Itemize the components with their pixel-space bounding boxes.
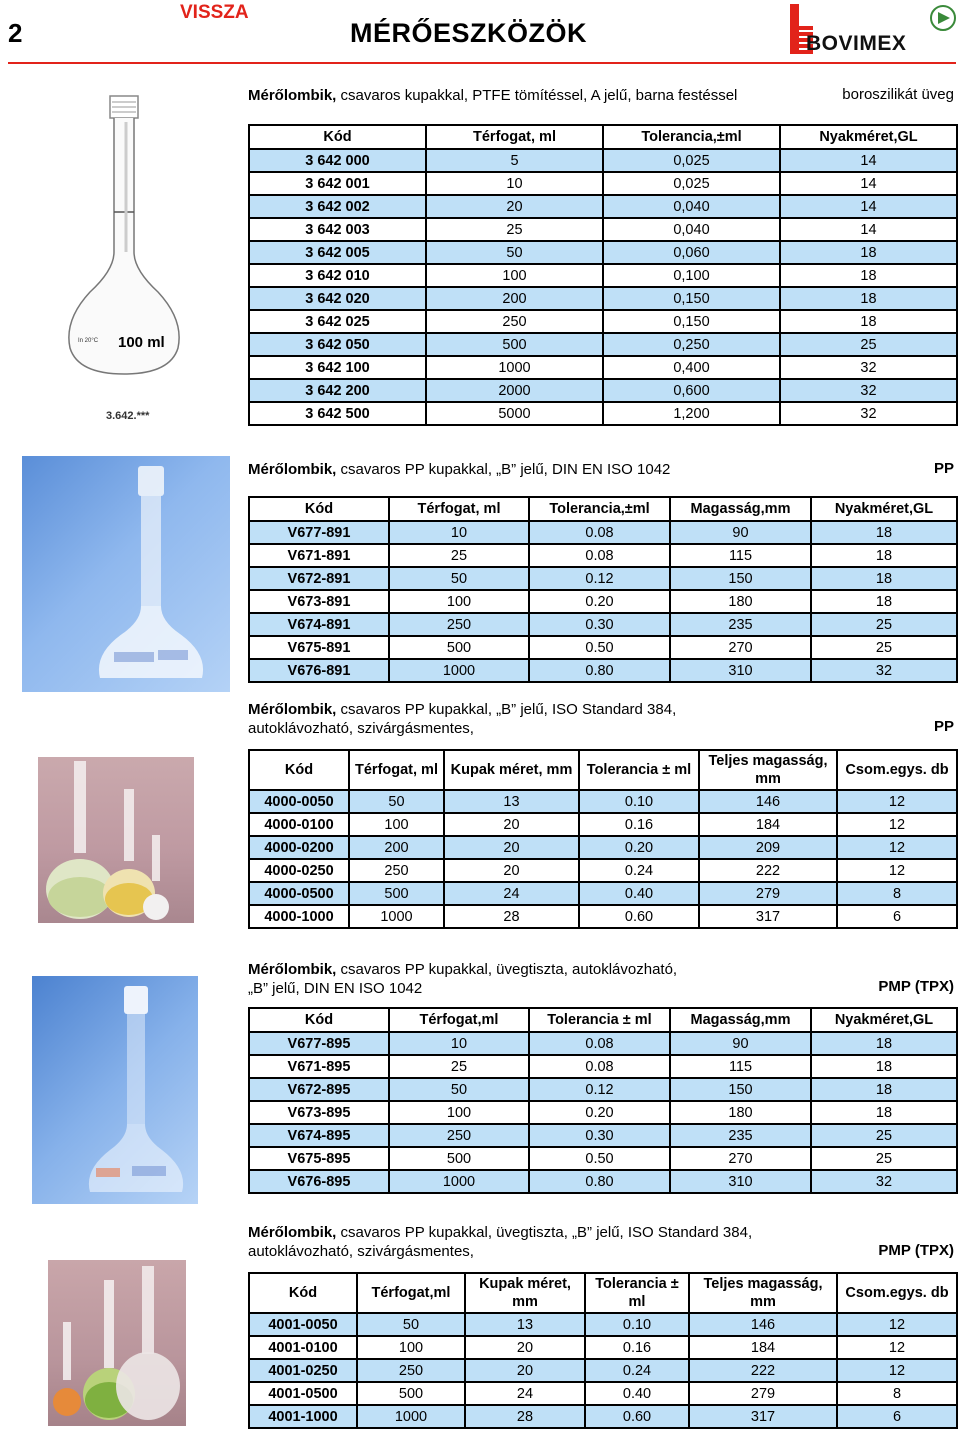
table-cell: 279 [699,882,837,905]
product-code-cell: 4001-0500 [249,1382,357,1405]
table-cell: 18 [811,1101,957,1124]
material-label: boroszilikát üveg [842,86,954,103]
table-row [249,813,957,836]
table-cell: 146 [689,1313,837,1336]
column-header: Kód [249,1273,357,1313]
table-cell: 12 [837,1359,957,1382]
column-header: Magasság,mm [670,497,811,521]
table-row [249,333,957,356]
table-cell: 13 [465,1313,585,1336]
table-cell: 0.20 [579,836,699,859]
table-cell: 90 [670,521,811,544]
table-cell: 18 [811,1078,957,1101]
table-cell: 0.30 [529,1124,670,1147]
spec-table [248,1272,958,1429]
table-cell: 50 [389,1078,529,1101]
table-cell: 0.08 [529,544,670,567]
column-header: Kód [249,125,426,149]
pmp-flasks-colored-photo [48,1260,186,1426]
table-cell: 0,025 [603,149,780,172]
product-code-cell: V677-895 [249,1032,389,1055]
product-code-cell: 3 642 500 [249,402,426,425]
page-number: 2 [8,18,23,48]
table-cell: 0.40 [579,882,699,905]
column-header: Térfogat, ml [349,750,444,790]
table-cell: 235 [670,1124,811,1147]
table-cell: 100 [389,590,529,613]
product-code-cell: 4000-0250 [249,859,349,882]
column-header: Térfogat, ml [426,125,603,149]
column-header: Nyakméret,GL [780,125,957,149]
table-cell: 25 [811,636,957,659]
table-row [249,1382,957,1405]
product-title-line2: autoklávozható, szivárgásmentes, [248,720,474,737]
table-cell: 20 [444,836,579,859]
table-row [249,1124,957,1147]
table-cell: 12 [837,1336,957,1359]
table-cell: 25 [811,1147,957,1170]
flask-volume-label: 100 ml [118,334,165,351]
product-code-cell: V675-891 [249,636,389,659]
table-cell: 1000 [426,356,603,379]
table-row [249,590,957,613]
table-cell: 18 [780,310,957,333]
product-code-cell: V674-891 [249,613,389,636]
material-label: PMP (TPX) [878,978,954,995]
column-header: Csom.egys. db [837,1273,957,1313]
table-cell: 209 [699,836,837,859]
table-cell: 222 [689,1359,837,1382]
table-cell: 500 [349,882,444,905]
table-cell: 0.16 [585,1336,689,1359]
table-cell: 200 [349,836,444,859]
table-cell: 100 [349,813,444,836]
table-cell: 0,040 [603,218,780,241]
table-cell: 28 [444,905,579,928]
product-title-line2: „B” jelű, DIN EN ISO 1042 [248,980,423,997]
column-header: Magasság,mm [670,1008,811,1032]
table-cell: 310 [670,659,811,682]
table-cell: 18 [811,1055,957,1078]
product-code-cell: 3 642 003 [249,218,426,241]
table-cell: 0.08 [529,1032,670,1055]
table-cell: 222 [699,859,837,882]
product-title-rest: csavaros PP kupakkal, „B” jelű, DIN EN ISO 1042 [336,461,671,478]
table-cell: 18 [811,1032,957,1055]
table-row [249,567,957,590]
product-title-rest: csavaros kupakkal, PTFE tömítéssel, A jelű, barna festéssel [336,87,738,104]
table-row [249,402,957,425]
table-cell: 0.16 [579,813,699,836]
table-cell: 18 [811,521,957,544]
table-cell: 25 [389,1055,529,1078]
table-cell: 0.80 [529,1170,670,1193]
table-cell: 14 [780,195,957,218]
table-cell: 500 [426,333,603,356]
table-row [249,1101,957,1124]
table-cell: 0.80 [529,659,670,682]
table-cell: 0.08 [529,521,670,544]
product-title-bold: Mérőlombik, [248,701,337,718]
table-cell: 0.20 [529,590,670,613]
table-cell: 5000 [426,402,603,425]
product-code-cell: V677-891 [249,521,389,544]
table-cell: 18 [780,241,957,264]
column-header: Tolerancia ± ml [579,750,699,790]
table-cell: 0.60 [585,1405,689,1428]
table-cell: 100 [389,1101,529,1124]
table-row [249,1170,957,1193]
table-cell: 235 [670,613,811,636]
table-cell: 500 [389,636,529,659]
table-row [249,659,957,682]
column-header: Nyakméret,GL [811,1008,957,1032]
table-cell: 250 [426,310,603,333]
column-header: Kupak méret, mm [444,750,579,790]
table-row [249,310,957,333]
table-row [249,264,957,287]
product-code-cell: 3 642 010 [249,264,426,287]
product-code-cell: 3 642 100 [249,356,426,379]
pmp-flask-photo [32,976,198,1204]
table-row [249,636,957,659]
table-cell: 18 [811,590,957,613]
product-title-bold: Mérőlombik, [248,1224,337,1241]
product-code-cell: 4000-0500 [249,882,349,905]
table-cell: 180 [670,590,811,613]
table-cell: 0,040 [603,195,780,218]
product-code-cell: 3 642 005 [249,241,426,264]
table-row [249,882,957,905]
table-cell: 24 [465,1382,585,1405]
column-header: Kód [249,1008,389,1032]
spec-table [248,749,958,929]
table-cell: 0,100 [603,264,780,287]
table-cell: 8 [837,882,957,905]
table-cell: 25 [811,1124,957,1147]
table-row [249,356,957,379]
glass-flask-image [60,92,190,402]
product-code-cell: 4000-0050 [249,790,349,813]
table-cell: 250 [349,859,444,882]
table-row [249,287,957,310]
table-cell: 310 [670,1170,811,1193]
table-header-row [249,125,957,149]
table-cell: 250 [389,1124,529,1147]
product-code-cell: V674-895 [249,1124,389,1147]
table-cell: 184 [699,813,837,836]
bovimex-logo [788,2,958,58]
table-cell: 32 [780,379,957,402]
product-title-bold: Mérőlombik, [248,87,337,104]
product-code-cell: 3 642 025 [249,310,426,333]
table-cell: 0.30 [529,613,670,636]
table-cell: 12 [837,1313,957,1336]
spec-table [248,496,958,683]
table-row [249,195,957,218]
table-cell: 10 [389,521,529,544]
logo-text: BOVIMEX [806,32,907,55]
table-cell: 20 [444,813,579,836]
table-cell: 0.24 [579,859,699,882]
table-row [249,1055,957,1078]
pp-flasks-colored-photo [38,757,194,923]
table-cell: 200 [426,287,603,310]
table-header-row [249,1273,957,1313]
table-cell: 1000 [389,1170,529,1193]
table-cell: 0.20 [529,1101,670,1124]
column-header: Kód [249,750,349,790]
product-code-cell: 4001-0250 [249,1359,357,1382]
product-code-cell: V673-895 [249,1101,389,1124]
column-header: Teljes magasság, mm [689,1273,837,1313]
product-code-cell: V671-891 [249,544,389,567]
table-cell: 50 [349,790,444,813]
product-code-cell: 4001-0050 [249,1313,357,1336]
table-cell: 150 [670,567,811,590]
table-cell: 0.08 [529,1055,670,1078]
table-cell: 100 [357,1336,465,1359]
table-cell: 50 [426,241,603,264]
table-cell: 25 [426,218,603,241]
table-cell: 13 [444,790,579,813]
table-row [249,172,957,195]
column-header: Kupak méret, mm [465,1273,585,1313]
product-code-cell: 3 642 002 [249,195,426,218]
table-cell: 0.50 [529,1147,670,1170]
table-row [249,1147,957,1170]
table-cell: 25 [811,613,957,636]
table-cell: 10 [426,172,603,195]
product-title [248,960,677,998]
table-row [249,149,957,172]
column-header: Csom.egys. db [837,750,957,790]
table-cell: 1000 [357,1405,465,1428]
product-title-bold: Mérőlombik, [248,461,337,478]
table-cell: 500 [389,1147,529,1170]
product-code-cell: V671-895 [249,1055,389,1078]
table-cell: 32 [811,659,957,682]
table-cell: 32 [780,356,957,379]
product-code-cell: 4001-1000 [249,1405,357,1428]
table-cell: 115 [670,1055,811,1078]
page-title: MÉRŐESZKÖZÖK [350,18,588,48]
back-link[interactable]: VISSZA [180,2,249,23]
product-code-cell: V672-891 [249,567,389,590]
material-label: PMP (TPX) [878,1242,954,1259]
table-cell: 14 [780,218,957,241]
table-cell: 150 [670,1078,811,1101]
table-cell: 18 [811,567,957,590]
table-cell: 12 [837,790,957,813]
table-row [249,1336,957,1359]
table-row [249,1032,957,1055]
table-cell: 90 [670,1032,811,1055]
product-code-cell: 3 642 001 [249,172,426,195]
table-header-row [249,497,957,521]
product-code-cell: V676-895 [249,1170,389,1193]
column-header: Tolerancia ± ml [529,1008,670,1032]
table-row [249,905,957,928]
table-cell: 12 [837,859,957,882]
table-cell: 8 [837,1382,957,1405]
product-code-cell: 4000-1000 [249,905,349,928]
column-header: Térfogat,ml [389,1008,529,1032]
column-header: Kód [249,497,389,521]
table-cell: 115 [670,544,811,567]
product-title-rest: csavaros PP kupakkal, üvegtiszta, autoklávozható, [336,961,678,978]
product-code-cell: 3 642 200 [249,379,426,402]
table-row [249,218,957,241]
product-title [248,86,737,105]
table-cell: 0.24 [585,1359,689,1382]
table-cell: 270 [670,636,811,659]
table-row [249,1078,957,1101]
table-cell: 184 [689,1336,837,1359]
table-cell: 180 [670,1101,811,1124]
table-row [249,241,957,264]
table-cell: 12 [837,813,957,836]
table-cell: 2000 [426,379,603,402]
table-cell: 14 [780,149,957,172]
column-header: Teljes magasság, mm [699,750,837,790]
table-row [249,613,957,636]
table-row [249,544,957,567]
table-row [249,379,957,402]
table-row [249,1359,957,1382]
product-code-cell: V676-891 [249,659,389,682]
product-code-cell: 4001-0100 [249,1336,357,1359]
product-code-cell: 4000-0100 [249,813,349,836]
header-rule [8,62,956,64]
product-title-rest: csavaros PP kupakkal, üvegtiszta, „B” jelű, ISO Standard 384, [336,1224,753,1241]
table-cell: 28 [465,1405,585,1428]
product-code-cell: 3 642 050 [249,333,426,356]
table-cell: 20 [465,1359,585,1382]
column-header: Tolerancia,±ml [603,125,780,149]
table-cell: 18 [811,544,957,567]
table-cell: 146 [699,790,837,813]
table-cell: 14 [780,172,957,195]
spec-table [248,124,958,426]
table-cell: 250 [389,613,529,636]
table-header-row [249,1008,957,1032]
material-label: PP [933,460,954,477]
table-cell: 25 [389,544,529,567]
table-cell: 1000 [389,659,529,682]
table-cell: 18 [780,264,957,287]
product-code-cell: V672-895 [249,1078,389,1101]
table-cell: 0,600 [603,379,780,402]
table-cell: 32 [780,402,957,425]
table-cell: 0,400 [603,356,780,379]
table-row [249,836,957,859]
table-cell: 0,060 [603,241,780,264]
table-cell: 0.10 [579,790,699,813]
product-code-cell: V673-891 [249,590,389,613]
product-title-line2: autoklávozható, szivárgásmentes, [248,1243,474,1260]
table-row [249,790,957,813]
table-cell: 32 [811,1170,957,1193]
column-header: Térfogat,ml [357,1273,465,1313]
product-title-rest: csavaros PP kupakkal, „B” jelű, ISO Standard 384, [336,701,677,718]
table-row [249,521,957,544]
table-row [249,1405,957,1428]
table-cell: 20 [426,195,603,218]
table-cell: 6 [837,905,957,928]
pp-flask-photo [22,456,230,692]
product-title [248,700,676,738]
column-header: Tolerancia,±ml [529,497,670,521]
column-header: Tolerancia ± ml [585,1273,689,1313]
product-code-cell: V675-895 [249,1147,389,1170]
table-cell: 12 [837,836,957,859]
table-cell: 279 [689,1382,837,1405]
table-cell: 20 [465,1336,585,1359]
table-cell: 100 [426,264,603,287]
table-row [249,859,957,882]
table-cell: 0.12 [529,1078,670,1101]
column-header: Térfogat, ml [389,497,529,521]
table-cell: 18 [780,287,957,310]
material-label: PP [933,718,954,735]
column-header: Nyakméret,GL [811,497,957,521]
table-cell: 5 [426,149,603,172]
table-cell: 250 [357,1359,465,1382]
table-cell: 0,150 [603,287,780,310]
table-cell: 270 [670,1147,811,1170]
table-row [249,1313,957,1336]
flask-small-text: In 20°C [78,338,99,344]
table-cell: 0,250 [603,333,780,356]
table-cell: 25 [780,333,957,356]
image-caption: 3.642.*** [106,410,150,422]
product-title-bold: Mérőlombik, [248,961,337,978]
product-code-cell: 3 642 020 [249,287,426,310]
table-cell: 20 [444,859,579,882]
table-cell: 6 [837,1405,957,1428]
product-title [248,460,670,479]
table-header-row [249,750,957,790]
table-cell: 24 [444,882,579,905]
table-cell: 10 [389,1032,529,1055]
spec-table [248,1007,958,1194]
table-cell: 0,025 [603,172,780,195]
table-cell: 0.40 [585,1382,689,1405]
table-cell: 0,150 [603,310,780,333]
table-cell: 50 [389,567,529,590]
table-cell: 1,200 [603,402,780,425]
product-code-cell: 3 642 000 [249,149,426,172]
table-cell: 0.60 [579,905,699,928]
table-cell: 0.50 [529,636,670,659]
table-cell: 0.12 [529,567,670,590]
product-code-cell: 4000-0200 [249,836,349,859]
table-cell: 1000 [349,905,444,928]
table-cell: 0.10 [585,1313,689,1336]
product-title [248,1223,752,1261]
table-cell: 317 [699,905,837,928]
table-cell: 500 [357,1382,465,1405]
table-cell: 50 [357,1313,465,1336]
table-cell: 317 [689,1405,837,1428]
